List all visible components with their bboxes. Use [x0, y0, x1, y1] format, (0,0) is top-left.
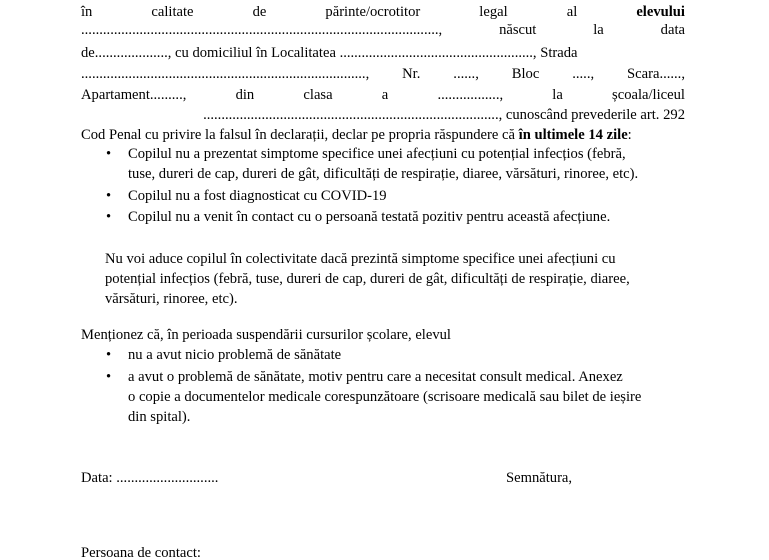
date-line: Data: ............................	[81, 470, 219, 486]
form-line-5: ................................................................................., cunoscând prevederile art. 292	[203, 107, 685, 123]
list-item-cont: o copie a documentelor medicale corespunzătoare (scrisoare medicală sau bilet de ieșire	[128, 389, 642, 405]
bullet-glyph: •	[106, 188, 112, 204]
bullet-glyph: •	[106, 209, 112, 225]
last-14-days: în ultimele 14 zile	[518, 127, 628, 143]
bullet-glyph: •	[106, 347, 112, 363]
form-line-6: Cod Penal cu privire la falsul în declarații, declar pe propria răspundere că în ultimele 14 zile:	[81, 127, 632, 143]
mention-line: Menționez că, în perioada suspendării cursurilor școlare, elevul	[81, 327, 451, 343]
form-line-1: .................................................................................................., născut la data	[81, 22, 685, 38]
form-line-2: de...................., cu domiciliul în Localitatea ....................................................., Strada	[81, 45, 578, 61]
form-line-3: .............................................................................., Nr. ......, Bloc ....., Scara......,	[81, 66, 685, 82]
list-item: Copilul nu a fost diagnosticat cu COVID-19	[128, 188, 387, 204]
list-item: Copilul nu a prezentat simptome specifice unei afecțiuni cu potențial infecțios (febră,	[128, 146, 626, 162]
signature-label: Semnătura,	[506, 470, 573, 486]
list-item-cont: din spital).	[128, 409, 191, 425]
form-line-4: Apartament........., din clasa a ................., la școala/liceul	[81, 87, 685, 103]
blank-field: ..............................................................................,	[81, 66, 370, 82]
bullet-glyph: •	[106, 146, 112, 162]
contact-label: Persoana de contact:	[81, 545, 201, 560]
form-line-0: în calitate de părinte/ocrotitor legal al elevului	[81, 4, 685, 20]
paragraph-line: potențial infecțios (febră, tuse, dureri de cap, dureri de gât, dificultăți de respirație, diaree,	[105, 271, 630, 287]
paragraph-line: vărsături, rinoree, etc).	[105, 291, 238, 307]
list-item: Copilul nu a venit în contact cu o persoană testată pozitiv pentru această afecțiune.	[128, 209, 611, 225]
list-item-cont: tuse, dureri de cap, dureri de gât, dificultăți de respirație, diaree, vărsături, rinoree, etc).	[128, 166, 639, 182]
bullet-glyph: •	[106, 369, 112, 385]
list-item: nu a avut nicio problemă de sănătate	[128, 347, 342, 363]
paragraph-line: Nu voi aduce copilul în colectivitate dacă prezintă simptome specifice unei afecțiuni cu	[105, 251, 616, 267]
student-label: elevului	[636, 4, 685, 20]
list-item: a avut o problemă de sănătate, motiv pentru care a necesitat consult medical. Anexez	[128, 369, 623, 385]
blank-field: ..................................................................................................,	[81, 22, 443, 38]
